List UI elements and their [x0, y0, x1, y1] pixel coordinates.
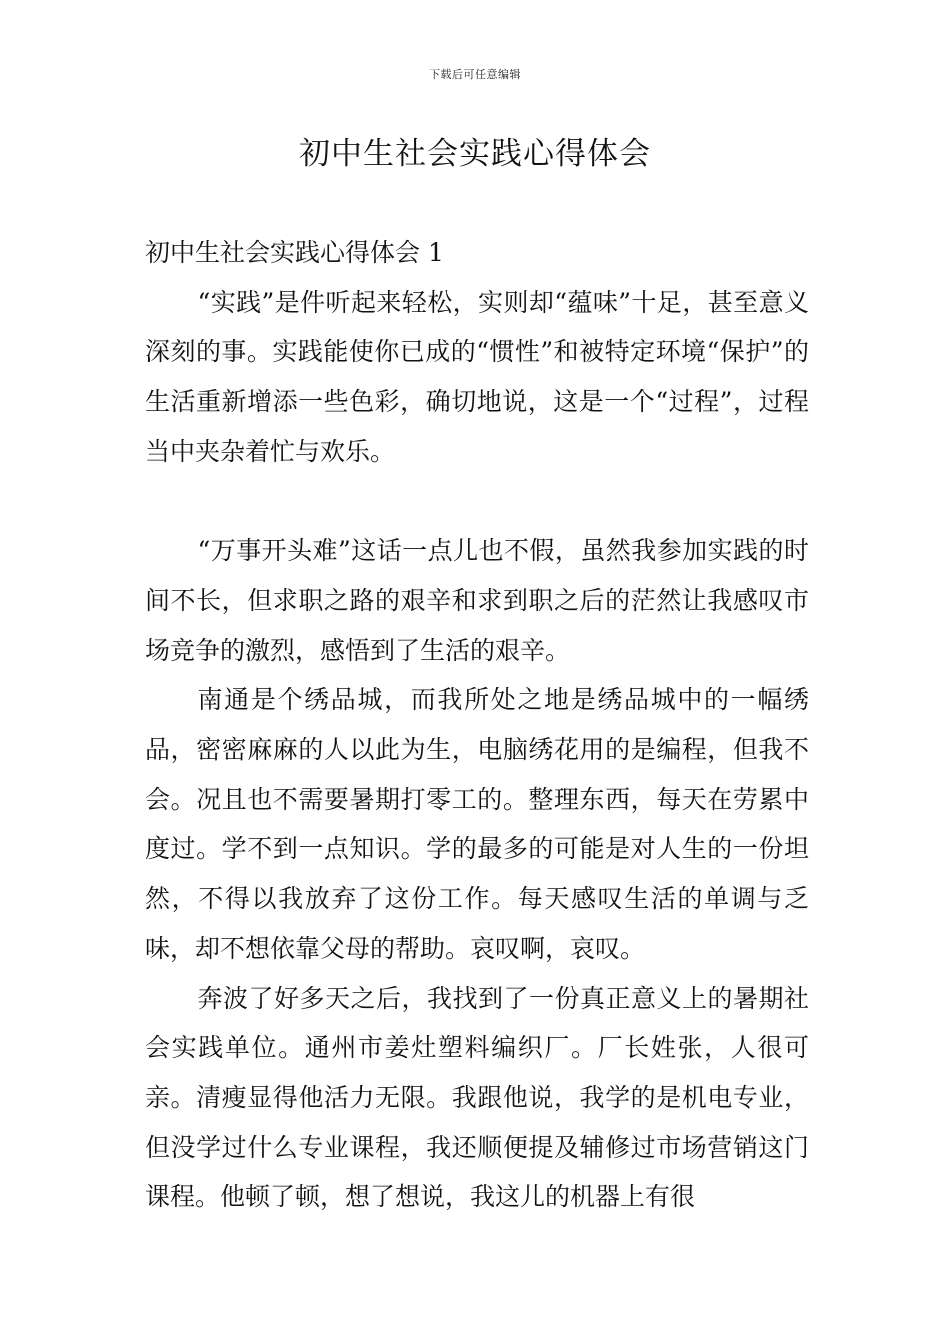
document-body: [145, 228, 809, 1222]
paragraph-2: “万事开头难”这话一点儿也不假，虽然我参加实践的时间不长，但求职之路的艰辛和求到职之后的茫然让我感叹市场竞争的激烈，感悟到了生活的艰辛。: [145, 536, 809, 665]
paragraph-gap: [145, 477, 809, 527]
header-note: 下载后可任意编辑: [429, 68, 521, 81]
document-title: 初中生社会实践心得体会: [299, 136, 651, 172]
paragraph-4: 奔波了好多天之后，我找到了一份真正意义上的暑期社会实践单位。通州市姜灶塑料编织厂。厂长姓张，人很可亲。清瘦显得他活力无限。我跟他说，我学的是机电专业，但没学过什么专业课程，我还顺便提及辅修过市场营销这门课程。他顿了顿，想了想说，我这儿的机器上有很: [145, 983, 809, 1212]
paragraph-3: 南通是个绣品城，而我所处之地是绣品城中的一幅绣品，密密麻麻的人以此为生，电脑绣花用的是编程，但我不会。况且也不需要暑期打零工的。整理东西，每天在劳累中度过。学不到一点知识。学的最多的可能是对人生的一份坦然，不得以我放弃了这份工作。每天感叹生活的单调与乏味，却不想依靠父母的帮助。哀叹啊，哀叹。: [145, 685, 809, 963]
paragraph-1: “实践”是件听起来轻松，实则却“蕴味”十足，甚至意义深刻的事。实践能使你已成的“惯性”和被特定环境“保护”的生活重新增添一些色彩，确切地说，这是一个“过程”，过程当中夹杂着忙与欢乐。: [145, 287, 809, 466]
section-subtitle: 初中生社会实践心得体会 1: [145, 238, 444, 267]
